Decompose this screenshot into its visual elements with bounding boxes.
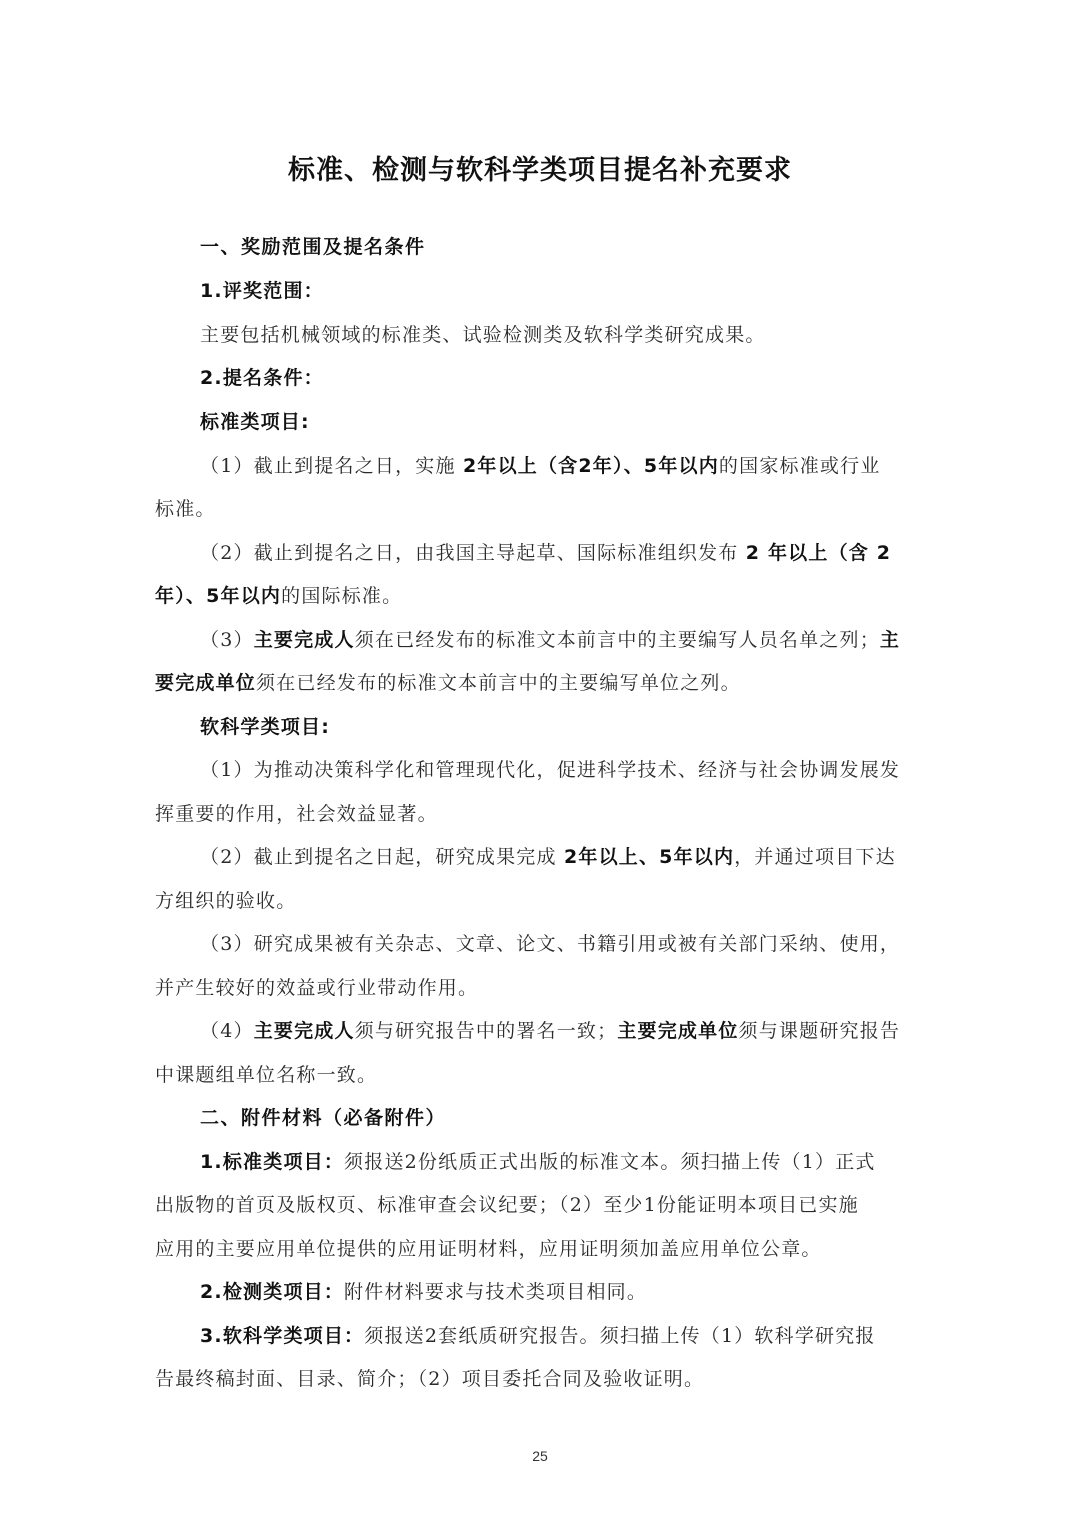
attach-item1-line1: 1.标准类项目：须报送2份纸质正式出版的标准文本。须扫描上传（1）正式	[200, 1151, 876, 1173]
std-item2-line1: （2）截止到提名之日，由我国主导起草、国际标准组织发布 2 年以上（含 2	[200, 542, 892, 564]
std-item3-line2: 要完成单位须在已经发布的标准文本前言中的主要编写单位之列。	[155, 672, 741, 694]
attach-item1-line2: 出版物的首页及版权页、标准审查会议纪要；（2）至少1份能证明本项目已实施	[155, 1194, 859, 1216]
soft-item3-line1: （3）研究成果被有关杂志、文章、论文、书籍引用或被有关部门采纳、使用，	[200, 933, 901, 955]
soft-item3-line2: 并产生较好的效益或行业带动作用。	[155, 977, 479, 999]
attach-item2-line1: 2.检测类项目：附件材料要求与技术类项目相同。	[200, 1281, 648, 1303]
std-item3-line1: （3）主要完成人须在已经发布的标准文本前言中的主要编写人员名单之列；主	[200, 629, 901, 651]
conditions-heading: 2.提名条件：	[200, 367, 324, 389]
page-number: 25	[532, 1448, 548, 1464]
section2-heading: 二、附件材料（必备附件）	[200, 1107, 447, 1129]
std-item1-line2: 标准。	[155, 498, 216, 520]
soft-item4-line2: 中课题组单位名称一致。	[155, 1064, 378, 1086]
scope-text: 主要包括机械领域的标准类、试验检测类及软科学类研究成果。	[200, 324, 766, 346]
attach-item3-line1: 3.软科学类项目：须报送2套纸质研究报告。须扫描上传（1）软科学研究报	[200, 1325, 876, 1347]
soft-item2-line2: 方组织的验收。	[155, 890, 297, 912]
standard-projects-heading: 标准类项目:	[200, 411, 310, 433]
scope-heading: 1.评奖范围：	[200, 280, 324, 302]
attach-item3-line2: 告最终稿封面、目录、简介；（2）项目委托合同及验收证明。	[155, 1368, 705, 1390]
section1-heading: 一、奖励范围及提名条件	[200, 236, 426, 258]
soft-item1-line2: 挥重要的作用，社会效益显著。	[155, 803, 438, 825]
std-item1-line1: （1）截止到提名之日，实施 2年以上（含2年）、5年以内的国家标准或行业	[200, 455, 881, 477]
soft-item4-line1: （4）主要完成人须与研究报告中的署名一致；主要完成单位须与课题研究报告	[200, 1020, 901, 1042]
std-item2-line2: 年）、5年以内的国际标准。	[155, 585, 403, 607]
page-title: 标准、检测与软科学类项目提名补充要求	[288, 155, 792, 186]
soft-science-heading: 软科学类项目:	[200, 716, 330, 738]
soft-item1-line1: （1）为推动决策科学化和管理现代化，促进科学技术、经济与社会协调发展发	[200, 759, 901, 781]
soft-item2-line1: （2）截止到提名之日起，研究成果完成 2年以上、5年以内，并通过项目下达	[200, 846, 896, 868]
attach-item1-line3: 应用的主要应用单位提供的应用证明材料，应用证明须加盖应用单位公章。	[155, 1238, 822, 1260]
